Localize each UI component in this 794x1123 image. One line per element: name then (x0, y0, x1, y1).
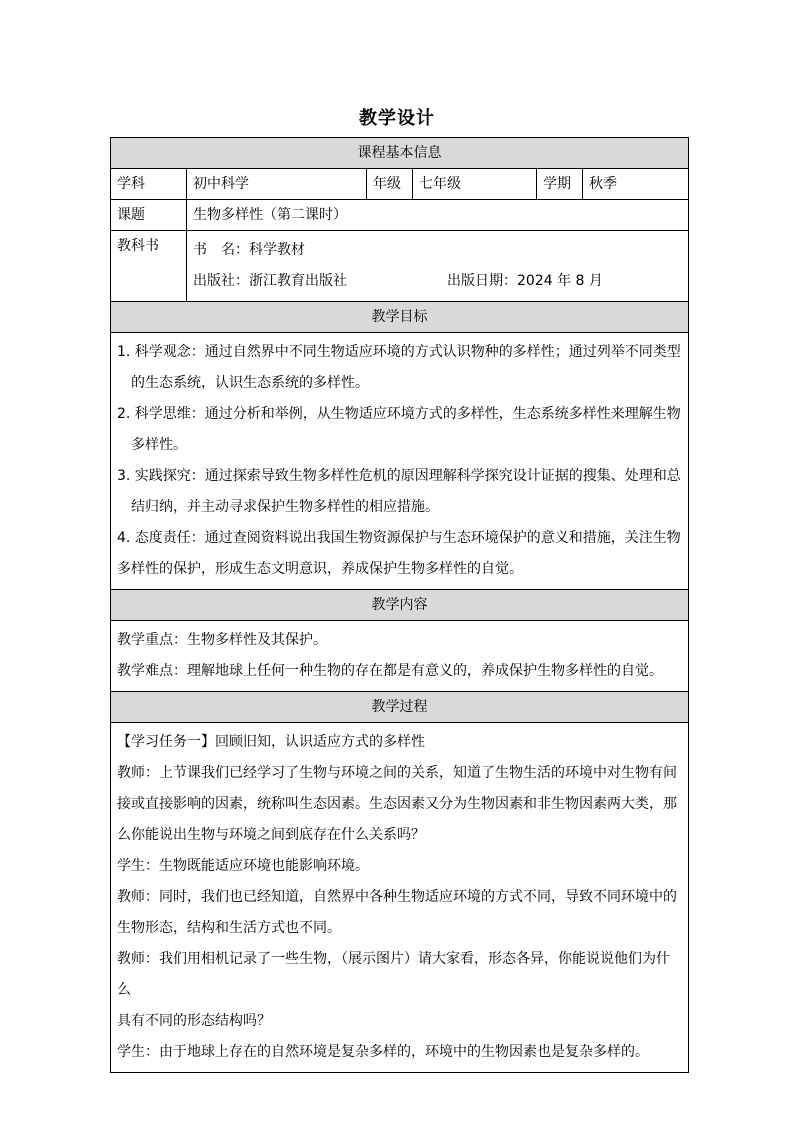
process-row (111, 723, 689, 1073)
process-line: 么你能说出生物与环境之间到底存在什么关系吗？ (117, 827, 425, 843)
topic-row (111, 200, 689, 231)
difficulty: 教学难点：理解地球上任何一种生物的存在都是有意义的，养成保护生物多样性的自觉。 (117, 663, 663, 679)
grade-label: 年级 (367, 169, 413, 200)
topic-label: 课题 (111, 200, 187, 231)
objective-3-line-1: 3. 实践探究：通过探索导致生物多样性危机的原因理解科学探究设计证据的搜集、处理和总 (117, 468, 681, 484)
term-value: 秋季 (583, 169, 689, 200)
process-body (111, 723, 689, 1073)
objective-2-line-1: 2. 科学思维：通过分析和举例，从生物适应环境方式的多样性，生态系统多样性来理解生物 (117, 406, 681, 422)
textbook-row (111, 231, 689, 302)
objective-4-line-2: 多样性的保护，形成生态文明意识，养成保护生物多样性的自觉。 (117, 561, 523, 577)
lesson-plan-table (110, 137, 689, 1073)
topic-value: 生物多样性（第二课时） (187, 200, 689, 231)
objective-3-line-2: 结归纳，并主动寻求保护生物多样性的相应措施。 (131, 499, 439, 515)
process-line: 教师：我们用相机记录了一些生物，（展示图片）请大家看，形态各异，你能说说他们为什么 (117, 951, 670, 998)
objectives-row (111, 333, 689, 590)
process-header-row (111, 692, 689, 723)
content-header: 教学内容 (111, 590, 689, 621)
term-label: 学期 (537, 169, 583, 200)
key-point: 教学重点：生物多样性及其保护。 (117, 632, 327, 648)
book-name-value: 科学教材 (249, 242, 305, 258)
subject-label: 学科 (111, 169, 187, 200)
book-name-label: 书 (193, 242, 207, 258)
subject-row (111, 169, 689, 200)
book-name-label2: 名： (221, 242, 249, 258)
objective-1-line-1: 1. 科学观念：通过自然界中不同生物适应环境的方式认识物种的多样性；通过列举不同类型 (117, 344, 681, 360)
pubdate-value: 2024 年 8 月 (517, 273, 603, 289)
basic-info-header-row (111, 138, 689, 169)
objective-4-line-1: 4. 态度责任：通过查阅资料说出我国生物资源保护与生态环境保护的意义和措施，关注生物 (117, 530, 681, 546)
textbook-info (187, 231, 689, 302)
process-line: 教师：上节课我们已经学习了生物与环境之间的关系，知道了生物生活的环境中对生物有间 (117, 765, 677, 781)
publisher-label: 出版社： (193, 273, 249, 289)
process-line: 生物形态，结构和生活方式也不同。 (117, 920, 341, 936)
process-line: 学生：生物既能适应环境也能影响环境。 (117, 858, 369, 874)
grade-value: 七年级 (413, 169, 537, 200)
process-line: 接或直接影响的因素，统称叫生态因素。生态因素又分为生物因素和非生物因素两大类，那 (117, 796, 677, 812)
pubdate-label: 出版日期： (447, 273, 517, 289)
process-header: 教学过程 (111, 692, 689, 723)
basic-info-header: 课程基本信息 (111, 138, 689, 169)
document-title: 教学设计 (359, 108, 435, 129)
objectives-header: 教学目标 (111, 302, 689, 333)
process-line: 教师：同时，我们也已经知道，自然界中各种生物适应环境的方式不同，导致不同环境中的 (117, 889, 677, 905)
objectives-list (111, 333, 689, 590)
process-line: 学生：由于地球上存在的自然环境是复杂多样的，环境中的生物因素也是复杂多样的。 (117, 1044, 649, 1060)
process-line: 【学习任务一】回顾旧知，认识适应方式的多样性 (117, 734, 425, 750)
content-header-row (111, 590, 689, 621)
content-body (111, 621, 689, 692)
objective-1-line-2: 的生态系统，认识生态系统的多样性。 (131, 375, 369, 391)
content-row (111, 621, 689, 692)
textbook-label: 教科书 (111, 231, 187, 302)
objectives-header-row (111, 302, 689, 333)
process-line: 具有不同的形态结构吗？ (117, 1013, 271, 1029)
subject-value: 初中科学 (187, 169, 367, 200)
publisher-value: 浙江教育出版社 (249, 273, 347, 289)
objective-2-line-2: 多样性。 (131, 437, 187, 453)
